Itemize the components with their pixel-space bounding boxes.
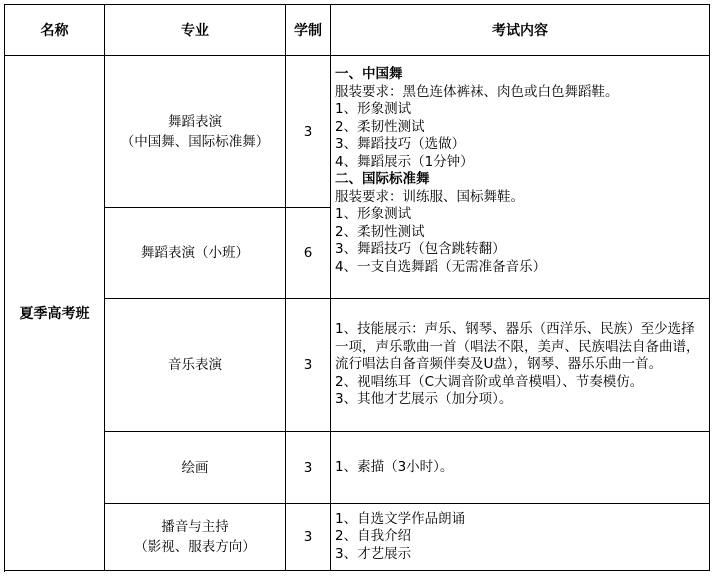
table-row	[5, 299, 710, 432]
content-cell	[331, 504, 710, 571]
content-line: 1、素描（3小时）。	[335, 458, 454, 475]
class-name: 夏季高考班	[19, 306, 90, 322]
major-cell	[105, 299, 286, 432]
content-line: 1、技能展示：声乐、钢琴、器乐（西洋乐、民族）至少选择一项，声乐歌曲一首（唱法不限，美声、民族唱法自备曲谱，流行唱法自备音频伴奏及U盘），钢琴、器乐乐曲一首。	[335, 321, 700, 373]
class-name-cell	[5, 56, 105, 571]
content-line: 3、舞蹈技巧（包含跳转翻）	[335, 241, 506, 257]
header-years: 学制	[286, 5, 331, 56]
major-label: 舞蹈表演	[168, 113, 222, 130]
major-label: 播音与主持	[161, 519, 229, 535]
years-cell	[286, 299, 331, 432]
major-cell	[105, 504, 286, 571]
major-sublabel: （影视、服表方向）	[134, 539, 256, 555]
content-line: 服装要求：黑色连体裤袜、肉色或白色舞蹈鞋。	[335, 83, 619, 100]
content-line: 1、形象测试	[335, 101, 412, 117]
content-line: 4、舞蹈展示（1分钟）	[335, 153, 474, 170]
table-row	[5, 504, 710, 571]
years-cell	[286, 504, 331, 571]
content-heading: 二、国际标准舞	[335, 171, 430, 187]
years-value: 3	[303, 529, 313, 545]
major-sublabel: （中国舞、国际标准舞）	[120, 133, 270, 150]
content-cell	[331, 299, 710, 432]
major-cell	[105, 208, 286, 299]
years-value: 3	[303, 357, 313, 373]
major-label: 绘画	[181, 459, 209, 476]
admissions-table	[4, 4, 710, 571]
content-line: 2、自我介绍	[335, 528, 412, 545]
years-cell	[286, 56, 331, 208]
years-cell	[286, 208, 331, 299]
header-name: 名称	[5, 5, 105, 56]
years-cell	[286, 432, 331, 504]
content-heading: 一、中国舞	[335, 66, 403, 82]
content-line: 服装要求：训练服、国标舞鞋。	[335, 188, 524, 205]
content-line: 1、形象测试	[335, 206, 412, 222]
years-value: 6	[303, 245, 313, 261]
major-label: 音乐表演	[168, 357, 222, 373]
content-line: 2、柔韧性测试	[335, 118, 425, 135]
header-row	[5, 5, 710, 56]
content-line: 3、才艺展示	[335, 545, 412, 562]
years-value: 3	[303, 123, 313, 140]
content-line: 3、舞蹈技巧（选做）	[335, 136, 466, 152]
table-row	[5, 56, 710, 208]
major-label: 舞蹈表演（小班）	[141, 245, 249, 261]
table-row	[5, 432, 710, 504]
content-line: 1、自选文学作品朗诵	[335, 510, 466, 527]
major-cell	[105, 56, 286, 208]
dance-content-cell	[331, 56, 710, 299]
years-value: 3	[303, 459, 313, 476]
content-line: 4、一支自选舞蹈（无需准备音乐）	[335, 258, 547, 275]
content-line: 2、柔韧性测试	[335, 223, 425, 240]
major-cell	[105, 432, 286, 504]
header-major: 专业	[105, 5, 286, 56]
content-line: 3、其他才艺展示（加分项）。	[335, 391, 513, 408]
content-cell	[331, 432, 710, 504]
header-content: 考试内容	[331, 5, 710, 56]
content-line: 2、视唱练耳（C大调音阶或单音模唱）、节奏模仿。	[335, 373, 644, 390]
